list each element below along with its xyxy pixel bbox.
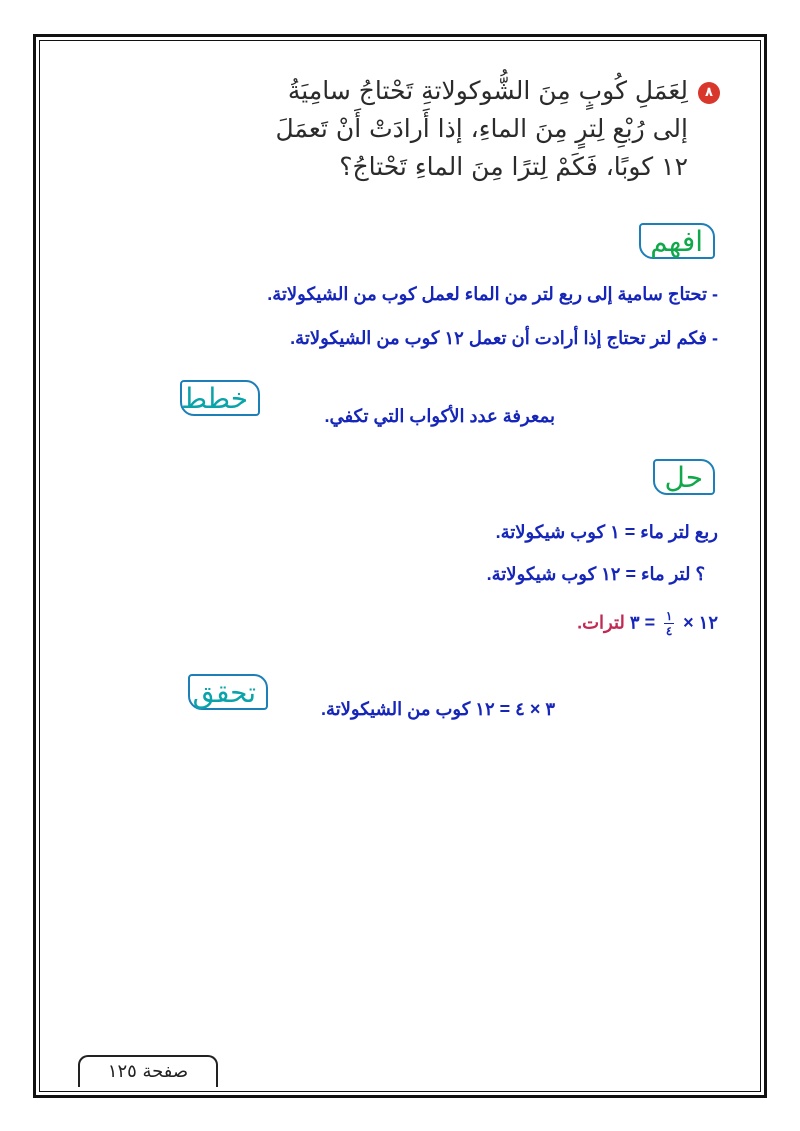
check-tag: تحقق: [188, 674, 268, 710]
problem-line-2: إلى رُبْعِ لِترٍ مِنَ الماءِ، إذا أَرادَتْ أَنْ تَعمَلَ: [275, 114, 688, 143]
equation-left: ١٢ ×: [683, 612, 718, 633]
solve-line-2: ؟ لتر ماء = ١٢ كوب شيكولاتة.: [486, 564, 705, 584]
problem-line-3: ١٢ كوبًا، فَكَمْ لِترًا مِنَ الماءِ تَحْتاجُ؟: [339, 152, 688, 181]
fraction-numerator: ١: [665, 609, 673, 623]
fraction-one-quarter: [664, 610, 674, 637]
solve-line-1: ربع لتر ماء = ١ كوب شيكولاتة.: [495, 522, 718, 542]
problem-line-1: لِعَمَلِ كُوبٍ مِنَ الشُّوكولاتةِ تَحْتاجُ سامِيَةُ: [287, 76, 688, 105]
fraction-denominator: ٤: [665, 624, 673, 638]
check-text: ٣ × ٤ = ١٢ كوب من الشيكولاتة.: [320, 699, 555, 719]
problem-number-badge: ٨: [698, 82, 720, 104]
solve-tag: حل: [653, 459, 715, 495]
equation-result: = ٣: [629, 612, 656, 633]
problem-statement: [200, 72, 720, 186]
understand-line-2: - فكم لتر تحتاج إذا أرادت أن تعمل ١٢ كوب من الشيكولاتة.: [290, 328, 718, 348]
equation-unit: لترات.: [577, 612, 625, 633]
understand-line-1: - تحتاج سامية إلى ربع لتر من الماء لعمل كوب من الشيكولاتة.: [267, 284, 718, 304]
understand-tag: افهم: [639, 223, 715, 259]
plan-tag: خطط: [180, 380, 260, 416]
solve-equation: [577, 610, 718, 637]
page-number-tab: صفحة ١٢٥: [78, 1055, 218, 1087]
plan-text: بمعرفة عدد الأكواب التي تكفي.: [324, 406, 555, 426]
